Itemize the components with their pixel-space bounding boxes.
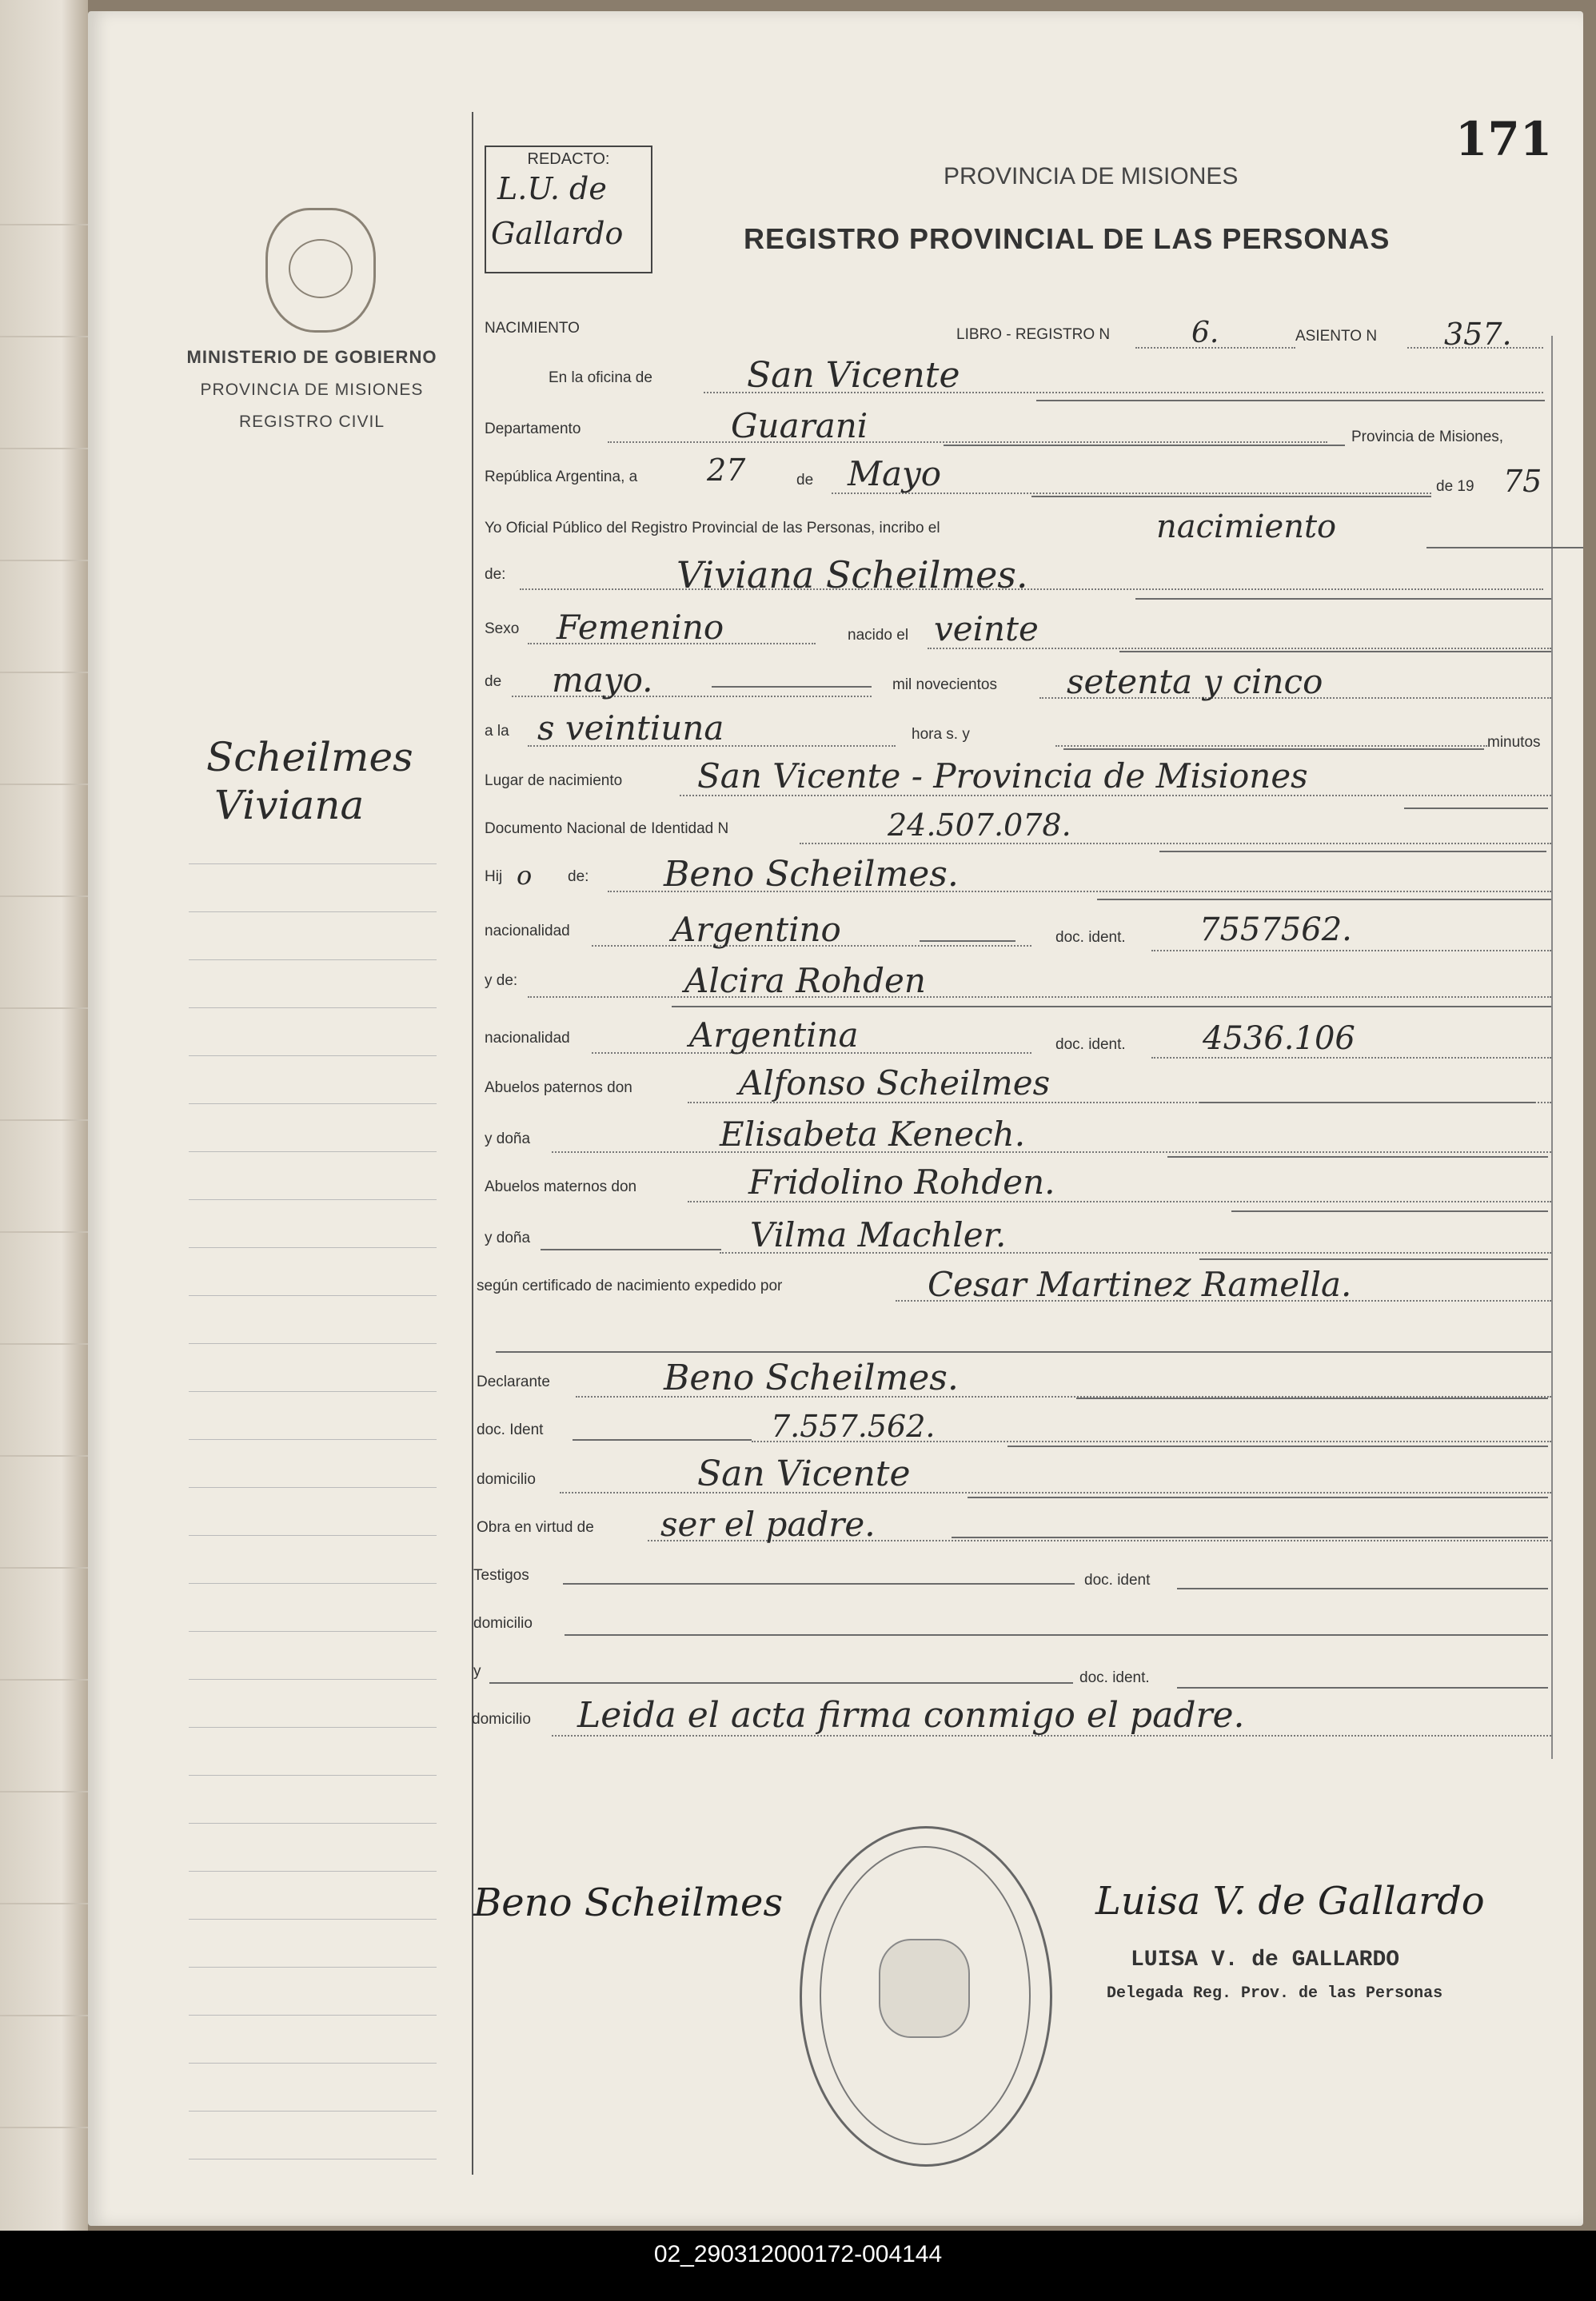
header-province: PROVINCIA DE MISIONES	[944, 163, 1239, 189]
testigo-doc-ident-label: doc. ident	[1084, 1572, 1151, 1589]
mil-label: mil novecientos	[892, 676, 997, 693]
ministry-line3: REGISTRO CIVIL	[238, 413, 385, 431]
domicilio3-label: domicilio	[472, 1711, 531, 1728]
madre-value: Alcira Rohden	[684, 961, 926, 1000]
de3-label: de	[485, 673, 502, 690]
page-number: 171	[1455, 112, 1553, 166]
nacido-label: nacido el	[848, 627, 909, 644]
docid-value: 7.557.562.	[771, 1409, 936, 1444]
cert-label: según certificado de nacimiento expedido por	[477, 1278, 783, 1294]
redacto-line1: L.U. de	[497, 171, 607, 206]
hijo-label: Hij	[485, 868, 503, 885]
dni-label: Documento Nacional de Identidad N	[485, 820, 729, 837]
mes-value: Mayo	[848, 454, 942, 493]
domicilio-value: San Vicente	[697, 1454, 911, 1494]
archive-id: 02_290312000172-004144	[653, 2241, 943, 2267]
left-column-divider	[472, 112, 473, 2175]
oficial-value: nacimiento	[1156, 508, 1337, 545]
nac2-value: Argentina	[689, 1015, 859, 1055]
padre-value: Beno Scheilmes.	[664, 854, 959, 895]
official-title: Delegada Reg. Prov. de las Personas	[1107, 1984, 1443, 2003]
oficina-label: En la oficina de	[549, 369, 652, 386]
libro-value: 6.	[1191, 317, 1219, 349]
oficina-value: San Vicente	[747, 355, 960, 396]
ydona1-label: y doña	[485, 1131, 531, 1147]
provincia-label: Provincia de Misiones,	[1351, 429, 1504, 445]
margin-given-name: Viviana	[214, 782, 365, 828]
abm2-value: Vilma Machler.	[750, 1215, 1007, 1254]
domicilio2-label: domicilio	[473, 1615, 533, 1632]
margin-surname: Scheilmes	[206, 734, 413, 780]
horas-label: hora s. y	[912, 726, 970, 743]
right-margin-line	[1551, 336, 1553, 1759]
redacto-line2: Gallardo	[491, 216, 624, 251]
docid-label: doc. Ident	[477, 1422, 544, 1438]
previous-page-edge	[0, 0, 88, 2231]
redacto-box	[485, 146, 652, 273]
lugar-value: San Vicente - Provincia de Misiones	[697, 756, 1308, 796]
declarante-label: Declarante	[477, 1374, 550, 1390]
coat-of-arms-emblem-icon	[289, 239, 353, 298]
doc1-label: doc. ident.	[1055, 929, 1126, 946]
cierre-value: Leida el acta firma conmigo el padre.	[577, 1695, 1245, 1736]
archive-id-bar	[0, 2231, 1596, 2301]
obra-label: Obra en virtud de	[477, 1519, 594, 1536]
departamento-label: Departamento	[485, 421, 581, 437]
ministry-line2: PROVINCIA DE MISIONES	[200, 381, 424, 399]
doc2-value: 4536.106	[1203, 1020, 1355, 1057]
abp-value: Alfonso Scheilmes	[739, 1063, 1051, 1103]
hora-value: s veintiuna	[537, 708, 724, 748]
nac2-label: nacionalidad	[485, 1030, 570, 1047]
de2-label: de:	[485, 566, 506, 583]
hijo-suffix: o	[517, 860, 533, 891]
sexo-label: Sexo	[485, 620, 520, 637]
doc2-label: doc. ident.	[1055, 1036, 1126, 1053]
header-title: REGISTRO PROVINCIAL DE LAS PERSONAS	[744, 222, 1391, 255]
redacto-label: REDACTO:	[527, 150, 610, 168]
nac1-value: Argentino	[672, 910, 841, 949]
asiento-value: 357.	[1444, 317, 1512, 352]
domicilio-label: domicilio	[477, 1471, 536, 1488]
dni-value: 24.507.078.	[888, 808, 1071, 843]
nacido-value: veinte	[934, 609, 1039, 648]
abp-label: Abuelos paternos don	[485, 1079, 632, 1096]
departamento-value: Guarani	[731, 406, 868, 445]
mil-value: setenta y cinco	[1067, 662, 1323, 701]
oficial-label: Yo Oficial Público del Registro Provincial de las Personas, incribo el	[485, 520, 940, 536]
ministry-block	[160, 347, 464, 432]
seal-emblem-icon	[879, 1939, 970, 2038]
cert-value: Cesar Martinez Ramella.	[928, 1265, 1352, 1304]
republica-label: República Argentina, a	[485, 469, 638, 485]
anio-value: 75	[1503, 464, 1542, 499]
y-label: y	[473, 1663, 481, 1680]
libro-label: LIBRO - REGISTRO N	[956, 326, 1111, 343]
anio-label: de 19	[1436, 478, 1474, 495]
hijo-de-label: de:	[568, 868, 589, 885]
testigo2-doc-ident-label: doc. ident.	[1079, 1669, 1150, 1686]
sexo-value: Femenino	[557, 608, 724, 647]
ala-label: a la	[485, 723, 509, 740]
yde-label: y de:	[485, 972, 518, 989]
abp2-value: Elisabeta Kenech.	[720, 1115, 1026, 1154]
province-coat-of-arms	[265, 208, 376, 333]
nombre-value: Viviana Scheilmes.	[676, 553, 1028, 596]
ministry-line1: MINISTERIO DE GOBIERNO	[186, 347, 437, 367]
mes2-value: mayo.	[552, 660, 653, 700]
section-label-nacimiento: NACIMIENTO	[485, 320, 580, 337]
testigos-label: Testigos	[473, 1567, 529, 1584]
official-signature: Luisa V. de Gallardo	[1095, 1879, 1485, 1924]
abm-value: Fridolino Rohden.	[748, 1162, 1055, 1202]
abm-label: Abuelos maternos don	[485, 1178, 637, 1195]
de-label: de	[796, 472, 814, 489]
asiento-label: ASIENTO N	[1295, 328, 1378, 345]
official-seal	[800, 1826, 1052, 2167]
official-name: LUISA V. de GALLARDO	[1131, 1948, 1400, 1972]
declarante-value: Beno Scheilmes.	[664, 1358, 959, 1398]
minutos-label: minutos	[1487, 734, 1541, 751]
nac1-label: nacionalidad	[485, 923, 570, 939]
doc1-value: 7557562.	[1199, 911, 1352, 948]
lugar-label: Lugar de nacimiento	[485, 772, 623, 789]
dia-value: 27	[707, 453, 746, 488]
declarante-signature: Beno Scheilmes	[473, 1880, 784, 1925]
ydona2-label: y doña	[485, 1230, 531, 1246]
obra-value: ser el padre.	[660, 1505, 876, 1544]
